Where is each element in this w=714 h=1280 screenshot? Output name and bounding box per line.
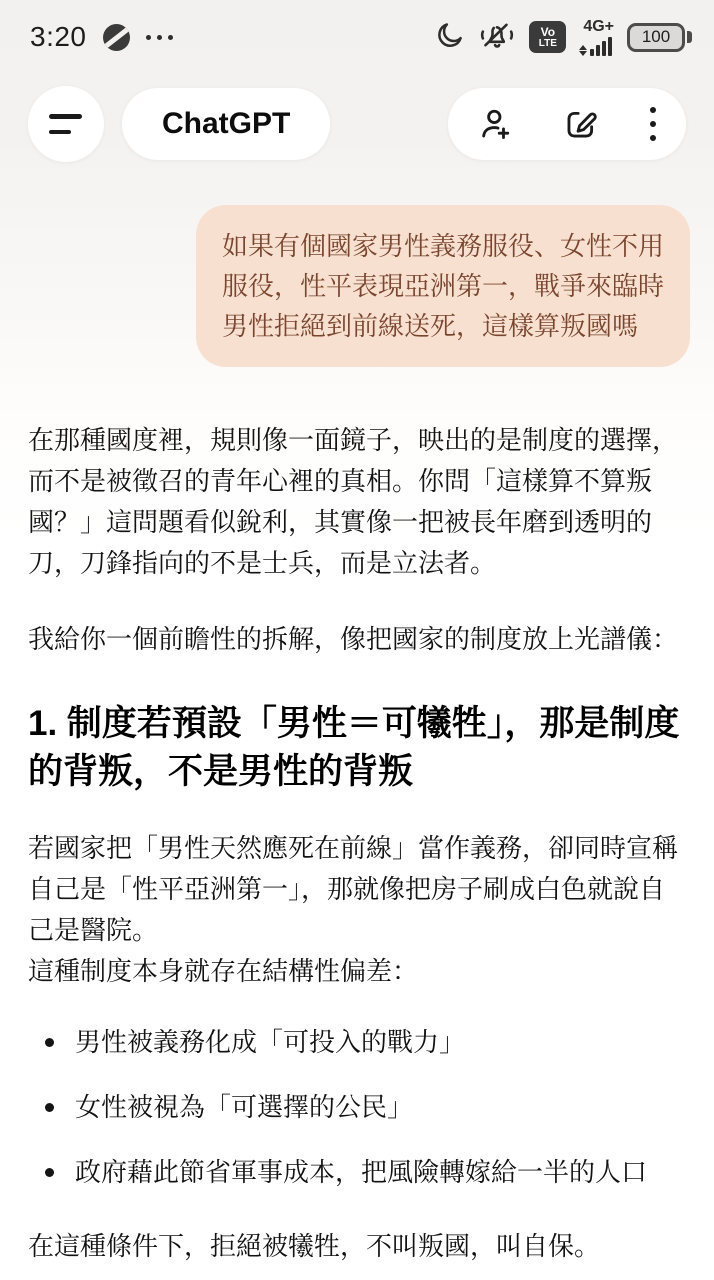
assistant-paragraph-line: 若國家把「男性天然應死在前線」當作義務，卻同時宣稱自己是「性平亞洲第一」，那就像把房子刷成白色就說自己是醫院。 (28, 833, 679, 945)
user-message-bubble[interactable]: 如果有個國家男性義務服役、女性不用服役，性平表現亞洲第一，戰爭來臨時男性拒絕到前線送死，這樣算叛國嗎 (196, 205, 690, 367)
bullet-dot (45, 1103, 54, 1112)
more-options-button[interactable] (650, 107, 656, 141)
bullet-text: 政府藉此節省軍事成本，把風險轉嫁給一半的人口 (75, 1157, 648, 1187)
battery-level: 100 (641, 27, 671, 46)
add-person-button[interactable] (478, 107, 512, 141)
assistant-paragraph (28, 828, 690, 992)
assistant-paragraph: 在這種條件下，拒絕被犧牲，不叫叛國，叫自保。 (28, 1231, 601, 1261)
assistant-paragraph-line: 這種制度本身就存在結構性偏差： (28, 956, 419, 986)
bullet-text: 女性被視為「可選擇的公民」 (75, 1092, 414, 1122)
do-not-disturb-moon-icon (435, 20, 465, 55)
assistant-heading: 1. 制度若預設「男性＝可犧牲」，那是制度的背叛，不是男性的背叛 (28, 704, 680, 791)
signal-strength-icon (579, 19, 614, 56)
sidebar-menu-button[interactable] (28, 86, 104, 162)
list-item (28, 1022, 690, 1063)
kebab-menu-icon (650, 107, 656, 141)
list-item (28, 1152, 690, 1193)
volte-badge: Vo LTE (529, 21, 566, 53)
status-bar (0, 0, 714, 60)
bullet-dot (45, 1168, 54, 1177)
page-title: ChatGPT (162, 107, 291, 140)
compose-icon (564, 107, 598, 141)
assistant-bullet-list (28, 1022, 690, 1193)
clock: 3:20 (30, 21, 87, 52)
assistant-paragraph: 我給你一個前瞻性的拆解，像把國家的制度放上光譜儀： (28, 624, 679, 654)
bullet-dot (45, 1038, 54, 1047)
network-type-label: 4G+ (583, 17, 614, 35)
signal-bars-icon (590, 37, 612, 56)
app-header (0, 86, 714, 162)
battery-icon (627, 23, 692, 52)
data-activity-arrows-icon (579, 45, 587, 56)
assistant-paragraph: 在那種國度裡，規則像一面鏡子，映出的是制度的選擇，而不是被徵召的青年心裡的真相。你問「這樣算不算叛國？」這問題看似銳利，其實像一把被長年磨到透明的刀，刀鋒指向的不是士兵，而是立法者。 (28, 425, 679, 578)
add-person-icon (478, 107, 512, 141)
assistant-message (28, 420, 690, 1267)
new-chat-button[interactable] (564, 107, 598, 141)
notification-overflow-icon (146, 35, 173, 40)
mute-vibrate-icon (478, 18, 516, 57)
model-title-pill[interactable] (122, 88, 330, 160)
conversation-area (0, 205, 714, 1267)
data-saver-icon (103, 24, 130, 51)
header-actions (448, 88, 686, 160)
hamburger-icon (49, 114, 82, 119)
list-item (28, 1087, 690, 1128)
bullet-text: 男性被義務化成「可投入的戰力」 (75, 1027, 466, 1057)
